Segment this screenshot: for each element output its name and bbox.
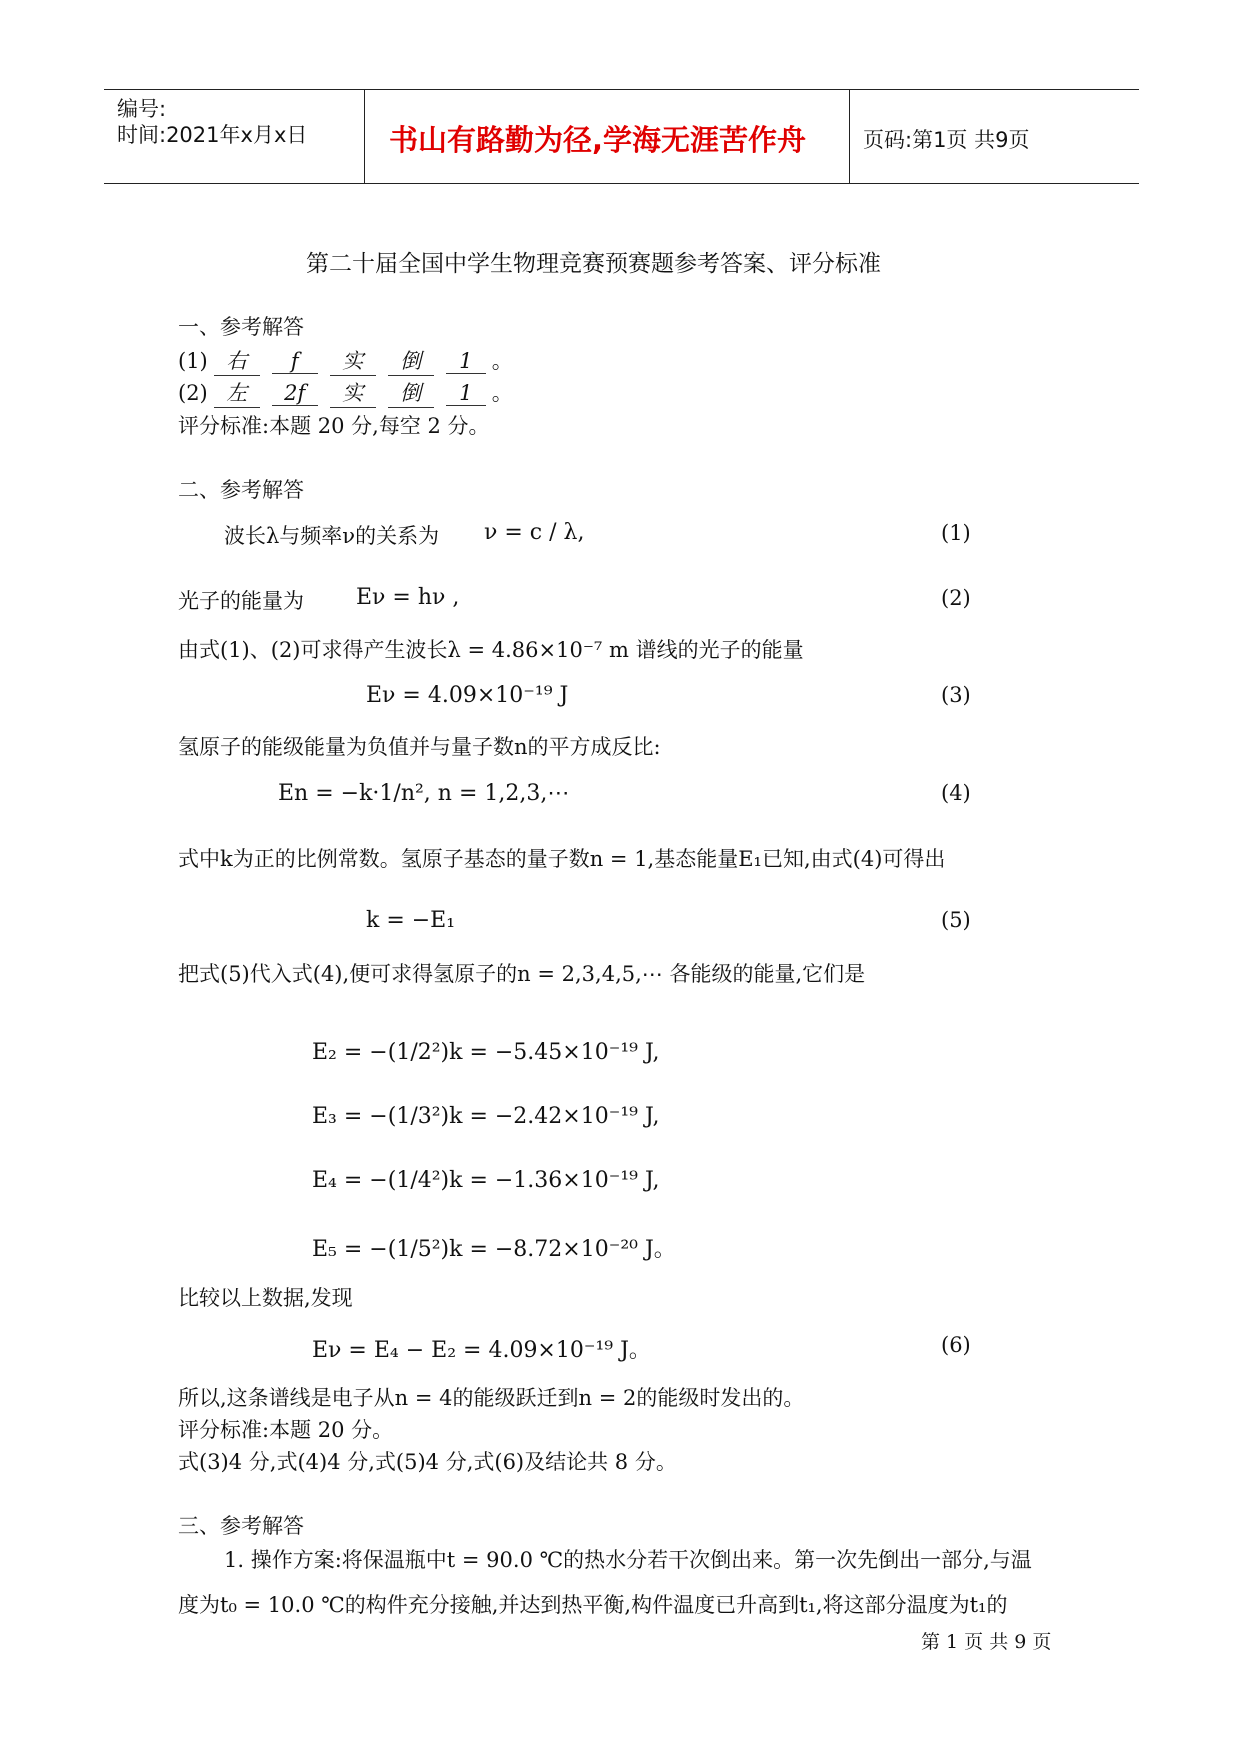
equation-6: Eν = E₄ − E₂ = 4.09×10⁻¹⁹ J。 (312, 1338, 651, 1363)
equation-number: (4) (941, 781, 971, 805)
page-footer: 第 1 页 共 9 页 (921, 1631, 1052, 1653)
header-divider (849, 89, 850, 183)
section-2-scoring-detail: 式(3)4 分,式(4)4 分,式(5)4 分,式(6)及结论共 8 分。 (178, 1450, 677, 1474)
answer-blank: 左 (214, 377, 260, 408)
equation-number: (2) (941, 586, 971, 610)
energy-level-e5: E₅ = −(1/5²)k = −8.72×10⁻²⁰ J。 (312, 1237, 676, 1262)
equation-number: (5) (941, 908, 971, 932)
answer-blank: 2f (272, 381, 318, 406)
answer-blank: 实 (330, 345, 376, 376)
row-2-prefix: (2) (178, 381, 208, 405)
answer-blank: 实 (330, 377, 376, 408)
text-line: 波长λ与频率ν的关系为 (224, 524, 440, 548)
text-line: 把式(5)代入式(4),便可求得氢原子的n = 2,3,4,5,⋯ 各能级的能量,它们是 (178, 962, 866, 986)
text-line: 度为t₀ = 10.0 ℃的构件充分接触,并达到热平衡,构件温度已升高到t₁,将这部分温度为t₁的 (178, 1593, 1008, 1617)
text-line: 由式(1)、(2)可求得产生波长λ = 4.86×10⁻⁷ m 谱线的光子的能量 (178, 638, 804, 662)
section-2-scoring: 评分标准:本题 20 分。 (178, 1418, 394, 1442)
text-line: 所以,这条谱线是电子从n = 4的能级跃迁到n = 2的能级时发出的。 (178, 1386, 805, 1410)
equation-number: (6) (941, 1333, 971, 1357)
header-motto: 书山有路勤为径,学海无涯苦作舟 (389, 123, 807, 157)
text-line: 比较以上数据,发现 (178, 1286, 353, 1310)
row-1-prefix: (1) (178, 349, 208, 373)
equation-4: En = −k·1/n², n = 1,2,3,⋯ (278, 781, 570, 806)
answer-row-2 (178, 377, 513, 408)
row-end-mark: 。 (491, 381, 513, 405)
section-1-scoring: 评分标准:本题 20 分,每空 2 分。 (178, 414, 490, 438)
answer-blank: 倒 (388, 377, 434, 408)
section-1-heading: 一、参考解答 (178, 315, 304, 339)
equation-2: Eν = hν , (356, 585, 460, 610)
doc-time-label: 时间:2021年x月x日 (117, 123, 308, 147)
doc-number-label: 编号: (117, 97, 167, 121)
energy-level-e3: E₃ = −(1/3²)k = −2.42×10⁻¹⁹ J, (312, 1104, 660, 1129)
energy-level-e4: E₄ = −(1/4²)k = −1.36×10⁻¹⁹ J, (312, 1168, 660, 1193)
page-label: 页码:第1页 共9页 (863, 128, 1030, 152)
page-title: 第二十届全国中学生物理竞赛预赛题参考答案、评分标准 (306, 251, 881, 277)
text-line: 式中k为正的比例常数。氢原子基态的量子数n = 1,基态能量E₁已知,由式(4)可得出 (178, 847, 946, 871)
answer-blank: 倒 (388, 345, 434, 376)
text-line: 氢原子的能级能量为负值并与量子数n的平方成反比: (178, 735, 661, 759)
equation-number: (1) (941, 521, 971, 545)
section-3-heading: 三、参考解答 (178, 1514, 304, 1538)
answer-row-1 (178, 345, 513, 376)
section-2-heading: 二、参考解答 (178, 478, 304, 502)
equation-3: Eν = 4.09×10⁻¹⁹ J (366, 683, 569, 708)
text-line: 光子的能量为 (178, 589, 304, 613)
equation-5: k = −E₁ (366, 908, 456, 933)
header-divider (364, 89, 365, 183)
row-end-mark: 。 (491, 349, 513, 373)
energy-level-e2: E₂ = −(1/2²)k = −5.45×10⁻¹⁹ J, (312, 1040, 660, 1065)
answer-blank: 1 (446, 381, 486, 406)
text-line: 1. 操作方案:将保温瓶中t = 90.0 ℃的热水分若干次倒出来。第一次先倒出一部分,与温 (224, 1548, 1032, 1572)
equation-1: ν = c / λ, (484, 520, 585, 545)
equation-number: (3) (941, 683, 971, 707)
answer-blank: 右 (214, 345, 260, 376)
answer-blank: 1 (446, 349, 486, 374)
answer-blank: f (272, 349, 318, 374)
